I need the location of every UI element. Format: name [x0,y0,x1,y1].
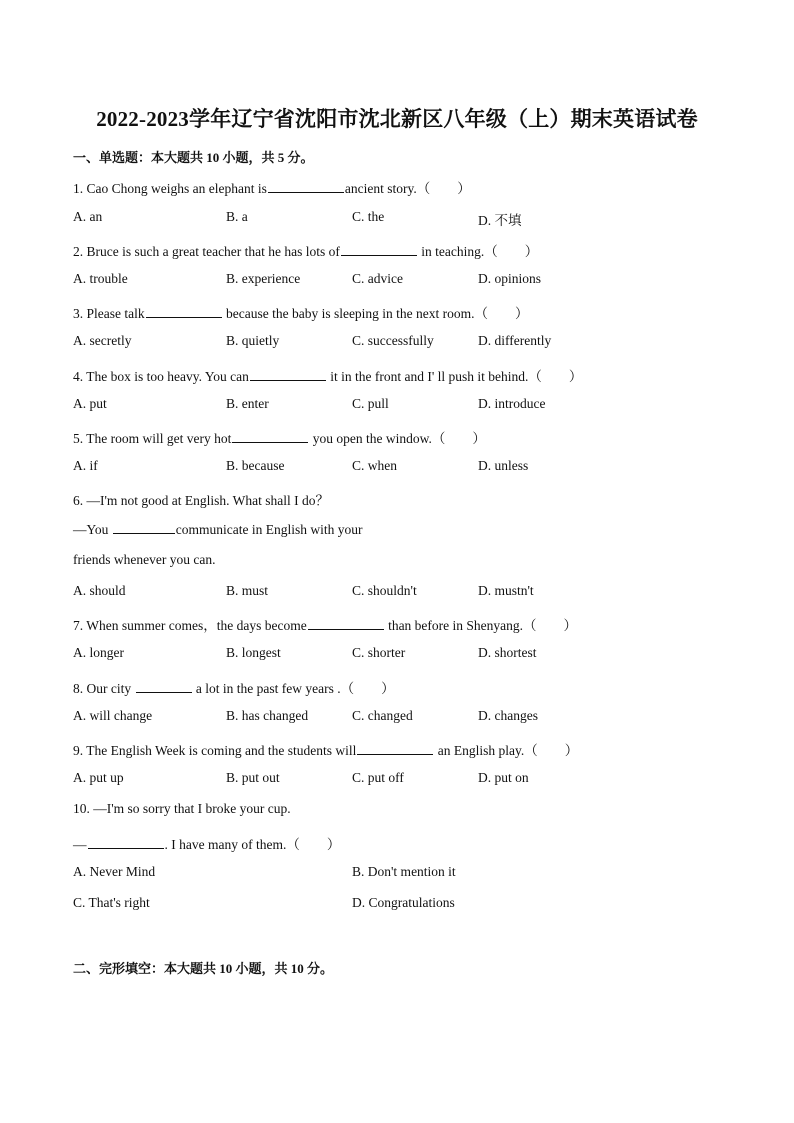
option-c: C. That's right [73,895,150,910]
option-a: A. longer [73,645,124,660]
question-6: 6. —I'm not good at English. What shall I do？ [73,493,330,508]
answer-blank [113,521,175,534]
option-b: B. must [226,583,269,598]
option-a: A. Never Mind [73,864,156,879]
question-2-text: 2. Bruce is such a great teacher that he has lots of [73,244,340,259]
question-5-text: 5. The room will get very hot [73,431,232,446]
question-5-text-end: you open the window.（ ） [309,431,486,446]
option-c: C. when [352,458,397,473]
question-10-line-2 [73,833,340,853]
option-d: D. shortest [478,645,537,660]
question-1-text: 1. Cao Chong weighs an elephant is [73,181,267,196]
question-6-text-end: communicate in English with your [175,522,363,537]
question-10-text-end: . I have many of them.（ ） [164,837,341,852]
question-10: 10. —I'm so sorry that I broke your cup. [73,801,291,816]
option-a: A. will change [73,708,153,723]
question-9-text: 9. The English Week is coming and the students will [73,743,357,758]
option-a: A. should [73,583,126,598]
option-d: D. introduce [478,396,546,411]
question-1-text-end: ancient story.（ ） [344,181,471,196]
answer-blank [341,243,417,256]
option-b: B. has changed [226,708,309,723]
question-1 [73,177,471,197]
answer-blank [88,836,164,849]
option-b: B. because [226,458,285,473]
exam-title: 2022-2023学年辽宁省沈阳市沈北新区八年级（上）期末英语试卷 [96,107,698,131]
question-3 [73,302,529,322]
answer-blank [146,305,222,318]
option-b: B. put out [226,770,280,785]
question-8 [73,677,395,697]
question-2-text-end: in teaching.（ ） [417,244,539,259]
option-d: D. changes [478,708,538,723]
option-c: C. changed [352,708,413,723]
option-d: D. Congratulations [352,895,455,910]
question-8-text-end: a lot in the past few years .（ ） [192,681,395,696]
question-3-text-end: because the baby is sleeping in the next room.（ ） [222,306,529,321]
question-10-text: — [73,837,87,852]
option-c: C. successfully [352,333,434,348]
question-6-text: —You [73,522,112,537]
option-b: B. a [226,209,248,224]
answer-blank [136,680,192,693]
option-a: A. put up [73,770,124,785]
option-d: D. unless [478,458,529,473]
question-5 [73,427,486,447]
question-4 [73,365,582,385]
option-c: C. pull [352,396,389,411]
question-4-text: 4. The box is too heavy. You can [73,369,249,384]
option-a: A. an [73,209,103,224]
option-c: C. advice [352,271,403,286]
question-7-text: 7. When summer comes，the days become [73,618,307,633]
question-9-text-end: an English play.（ ） [434,743,579,758]
option-d: D. opinions [478,271,542,286]
option-b: B. experience [226,271,301,286]
option-a: A. secretly [73,333,132,348]
question-7-text-end: than before in Shenyang.（ ） [384,618,578,633]
question-6-line-3: friends whenever you can. [73,552,216,567]
option-c: C. put off [352,770,404,785]
option-d: D. put on [478,770,529,785]
question-2 [73,240,538,260]
option-d: D. mustn't [478,583,534,598]
option-d: D. 不填 [478,213,522,228]
section-2-heading: 二、完形填空：本大题共 10 小题，共 10 分。 [73,961,334,976]
answer-blank [308,617,384,630]
answer-blank [232,430,308,443]
option-a: A. put [73,396,107,411]
option-c: C. shouldn't [352,583,417,598]
option-a: A. trouble [73,271,128,286]
option-b: B. enter [226,396,269,411]
question-6-line-2 [73,521,363,538]
question-8-text: 8. Our city [73,681,135,696]
option-b: B. Don't mention it [352,864,456,879]
option-b: B. quietly [226,333,280,348]
question-3-text: 3. Please talk [73,306,145,321]
answer-blank [357,742,433,755]
question-7 [73,614,577,634]
option-c: C. shorter [352,645,406,660]
option-a: A. if [73,458,98,473]
section-1-heading: 一、单选题：本大题共 10 小题，共 5 分。 [73,150,314,165]
question-4-text-end: it in the front and I' ll push it behind.（ ） [326,369,583,384]
answer-blank [250,368,326,381]
option-c: C. the [352,209,385,224]
question-9 [73,739,578,759]
option-b: B. longest [226,645,281,660]
answer-blank [268,180,344,193]
option-d: D. differently [478,333,552,348]
